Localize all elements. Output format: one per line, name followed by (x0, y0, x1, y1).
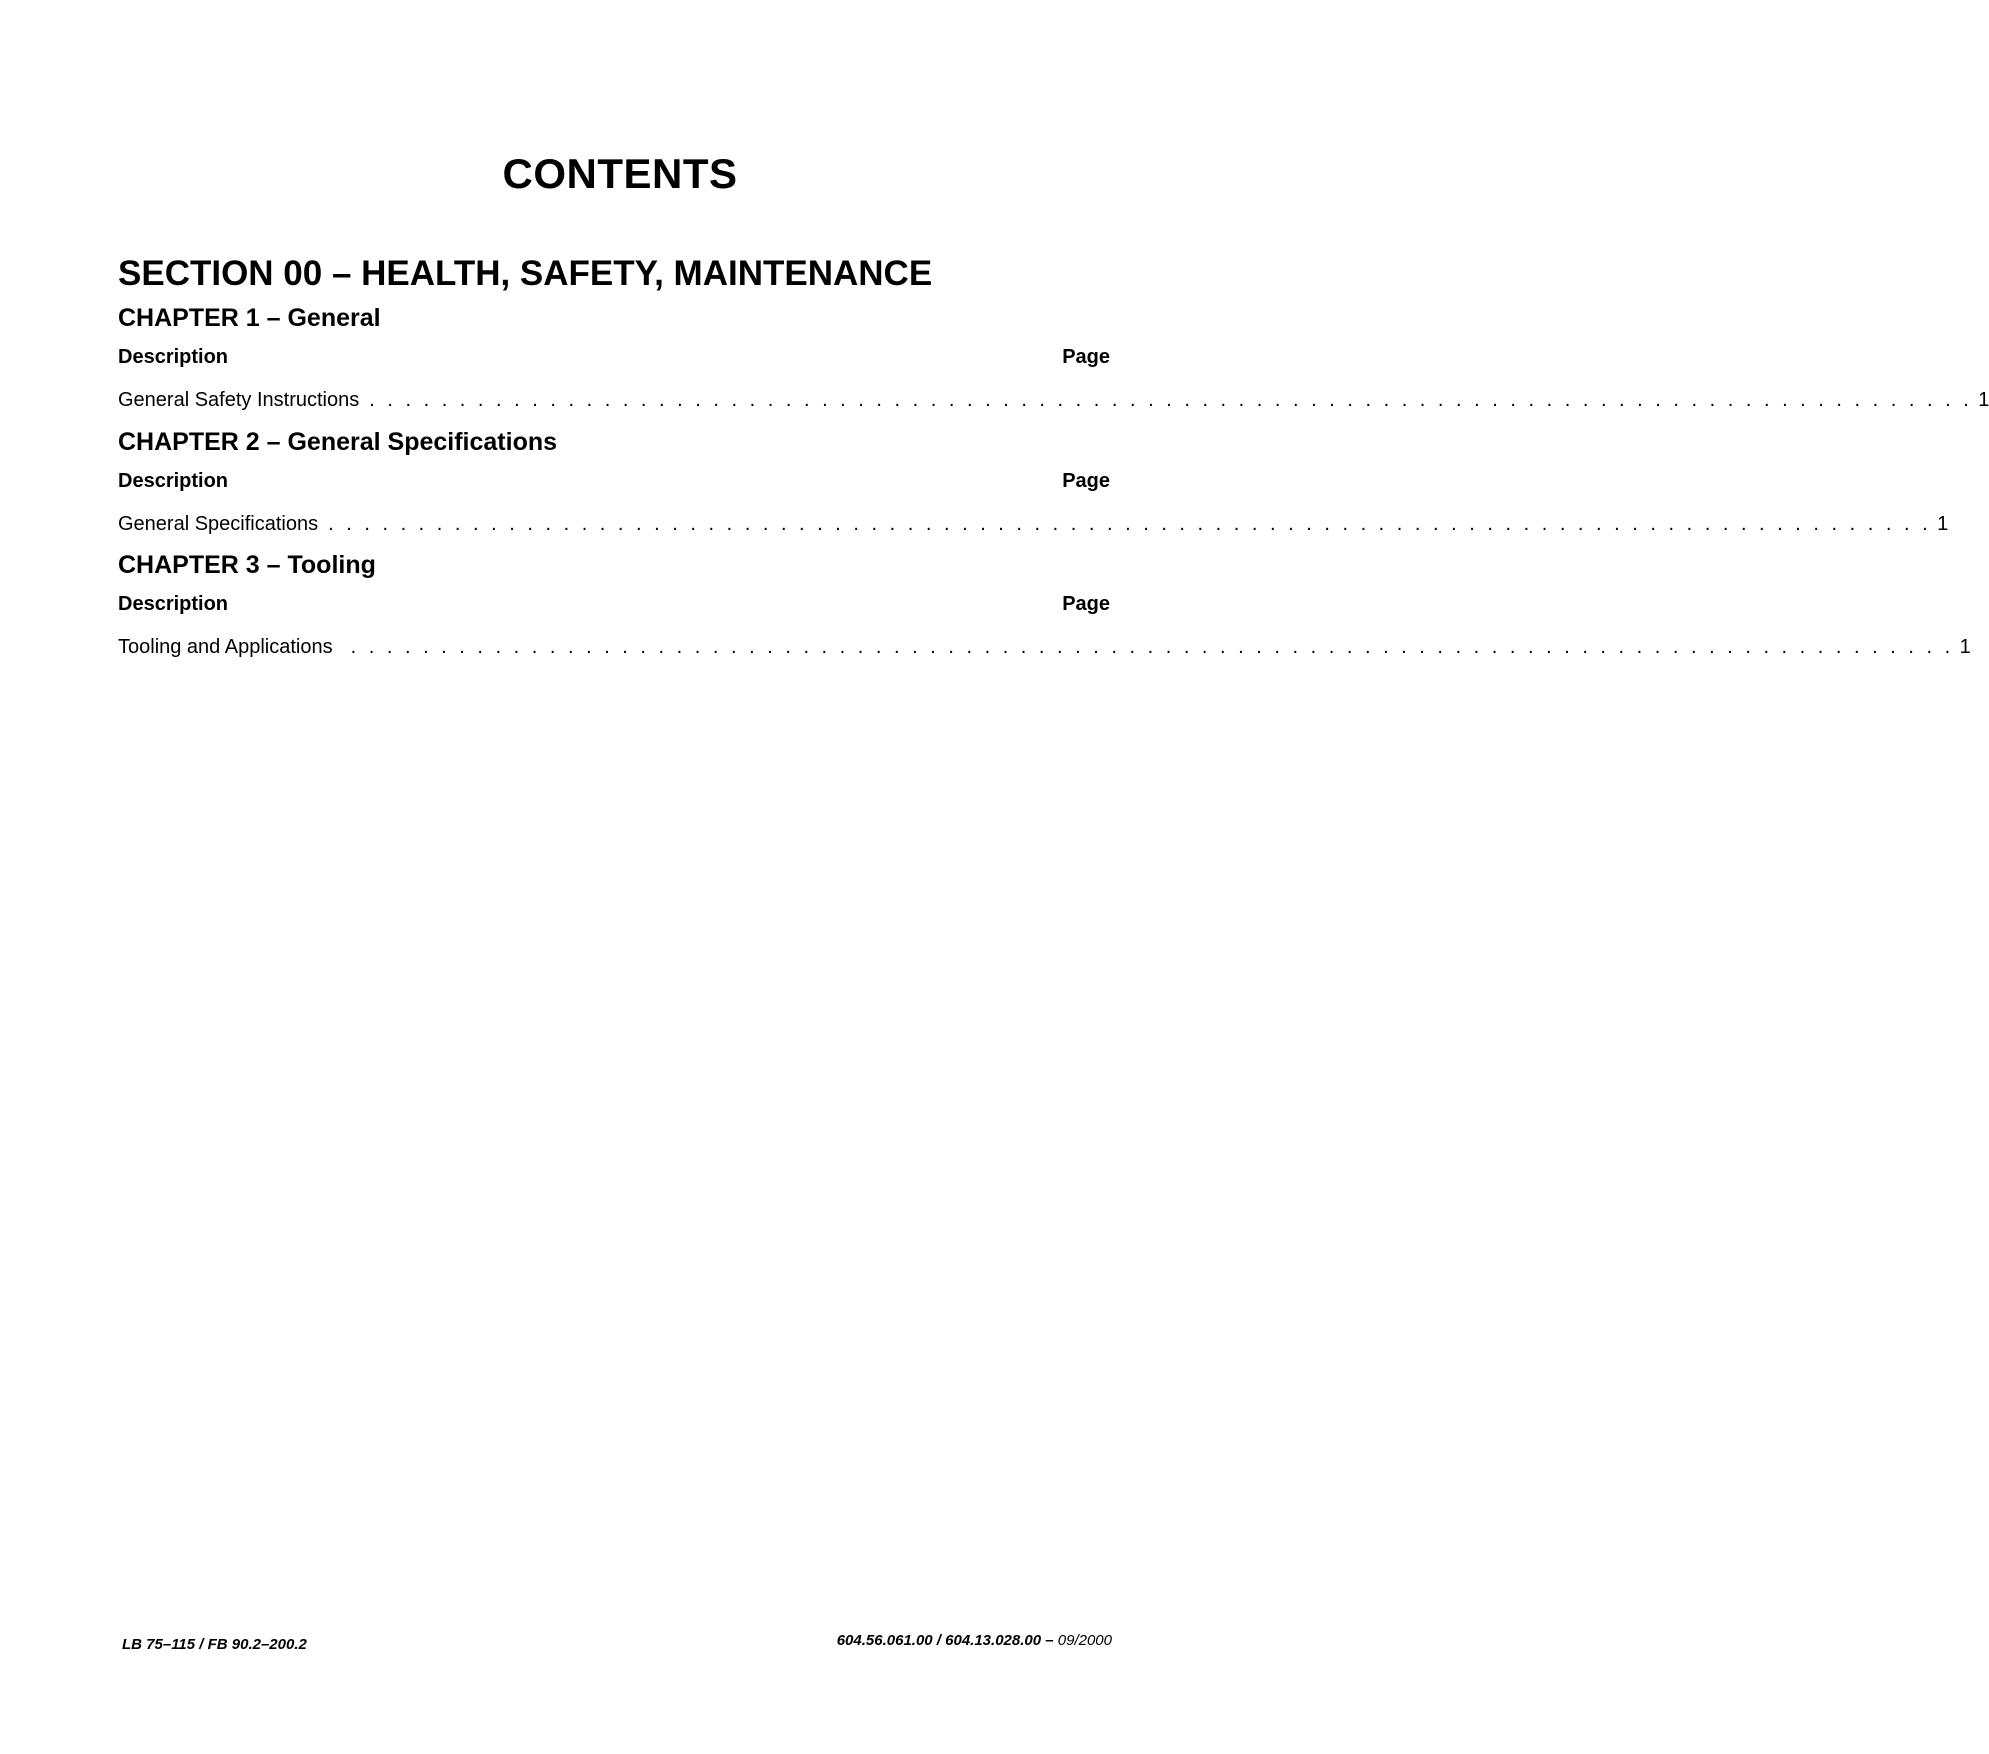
toc-entry-text[interactable]: General Safety Instructions (118, 389, 360, 411)
dot-leader: . . . . . . . . . . . . . . . . . . . . . . . . . . . . . . . . . . . . . . . . . . . . . . . . . . . . . . . . . . . . . . . . . . . . . . . . . . . . . . . . . . . . . . . . . (350, 636, 1954, 658)
footer-model-numbers: LB 75–115 / FB 90.2–200.2 (122, 1636, 307, 1653)
toc-entry[interactable] (118, 386, 1989, 414)
chapter-2 (118, 424, 1949, 538)
description-header: Description (118, 470, 229, 492)
toc-entry[interactable] (118, 510, 1949, 538)
footer-document-codes (837, 1632, 1112, 1649)
toc-entry-page: 1 (1937, 513, 1949, 535)
dot-leader: . . . . . . . . . . . . . . . . . . . . . . . . . . . . . . . . . . . . . . . . . . . . . . . . . . . . . . . . . . . . . . . . . . . . . . . . . . . . . . . . . . . . . . . . . (369, 389, 1973, 411)
toc-entry-text[interactable]: Tooling and Applications (118, 636, 333, 658)
footer-date: 09/2000 (1057, 1632, 1112, 1649)
dot-leader: . . . . . . . . . . . . . . . . . . . . . . . . . . . . . . . . . . . . . . . . . . . . . . . . . . . . . . . . . . . . . . . . . . . . . . . . . . . . . . . . . . . . . . . . . (328, 513, 1932, 535)
chapter-title: CHAPTER 1 – General (118, 304, 381, 332)
description-header: Description (118, 346, 229, 368)
footer-part-codes: 604.56.061.00 / 604.13.028.00 – (836, 1632, 1054, 1649)
column-header-row (118, 589, 1110, 619)
chapter-1 (118, 300, 1989, 414)
toc-entry-text[interactable]: General Specifications (118, 513, 319, 535)
section-title: SECTION 00 – HEALTH, SAFETY, MAINTENANCE (118, 254, 933, 293)
column-header-row (118, 342, 1110, 372)
description-header: Description (118, 593, 229, 615)
chapter-3 (118, 547, 1971, 661)
chapter-title: CHAPTER 3 – Tooling (118, 551, 376, 579)
column-header-row (118, 466, 1110, 496)
toc-entry[interactable] (118, 633, 1971, 661)
page-header: Page (1062, 346, 1110, 368)
page-title: CONTENTS (502, 150, 738, 197)
toc-entry-page: 1 (1978, 389, 1989, 411)
page-header: Page (1062, 593, 1110, 615)
chapter-title: CHAPTER 2 – General Specifications (118, 428, 558, 456)
toc-entry-page: 1 (1959, 636, 1971, 658)
page-header: Page (1062, 470, 1110, 492)
